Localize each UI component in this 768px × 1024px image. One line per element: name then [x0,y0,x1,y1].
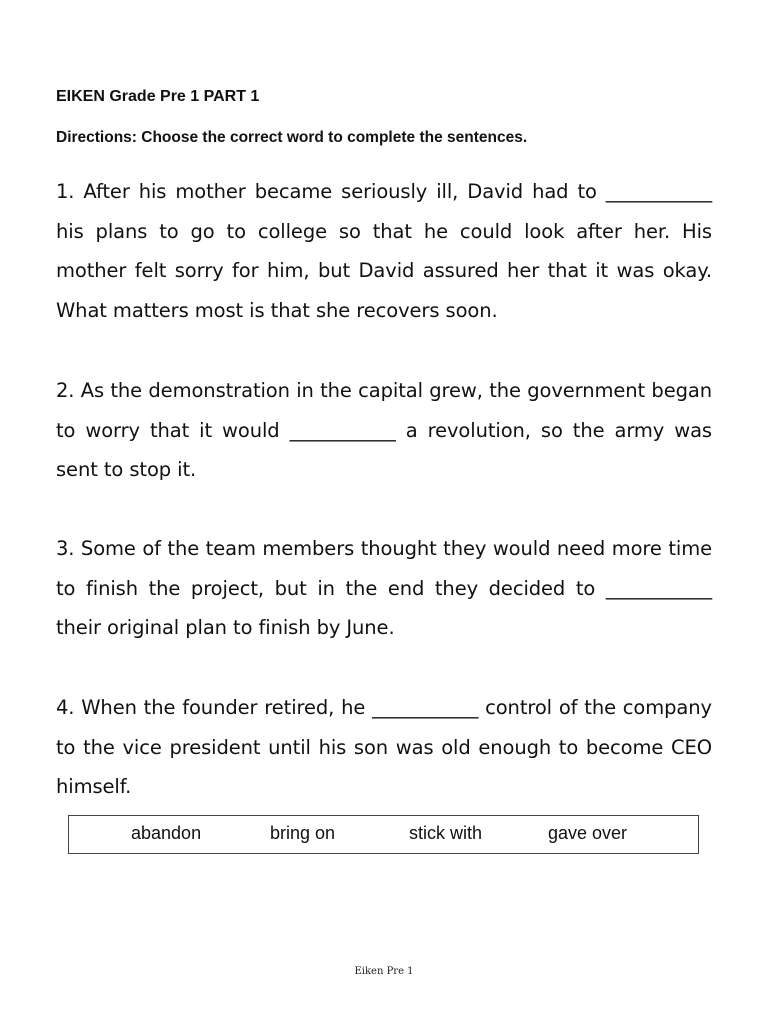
word-bank-option: abandon [131,823,202,843]
worksheet-title: EIKEN Grade Pre 1 PART 1 [56,88,260,105]
question-text-after: a revolution, so the army was sent to stop it. [56,418,712,481]
word-bank-option: bring on [270,823,336,843]
question-text-before: Some of the team members thought they would need more time to finish the project, but in the end they decided to [56,537,712,600]
question-text-before: After his mother became seriously ill, David had to [83,180,597,203]
question-text-before: When the founder retired, he [81,696,366,719]
question-text-after: control of the company to the vice president until his son was old enough to become CEO himself. [56,696,712,798]
question-text-before: As the demonstration in the capital grew, the government began to worry that it would [56,379,712,442]
question-3 [56,529,712,648]
answer-blank: ___________ [605,180,712,203]
page-footer: Eiken Pre 1 [354,966,414,977]
word-bank-option: gave over [548,823,628,843]
question-number: 2. [56,379,75,402]
word-bank-box [68,815,699,854]
word-bank-option: stick with [409,823,483,843]
question-number: 4. [56,696,75,719]
answer-blank: ___________ [289,418,396,442]
answer-blank: ___________ [605,576,712,600]
question-2 [56,371,712,490]
question-4 [56,688,712,807]
question-number: 3. [56,537,75,560]
answer-blank: ___________ [372,696,479,719]
question-text-after: their original plan to finish by June. [56,616,395,639]
directions-text: Directions: Choose the correct word to complete the sentences. [56,129,528,146]
question-number: 1. [56,180,75,203]
question-1 [56,172,712,330]
question-text-after: his plans to go to college so that he could look after her. His mother felt sorry for him, but David assured her that it was okay. What matters most is that she recovers soon. [56,219,712,322]
